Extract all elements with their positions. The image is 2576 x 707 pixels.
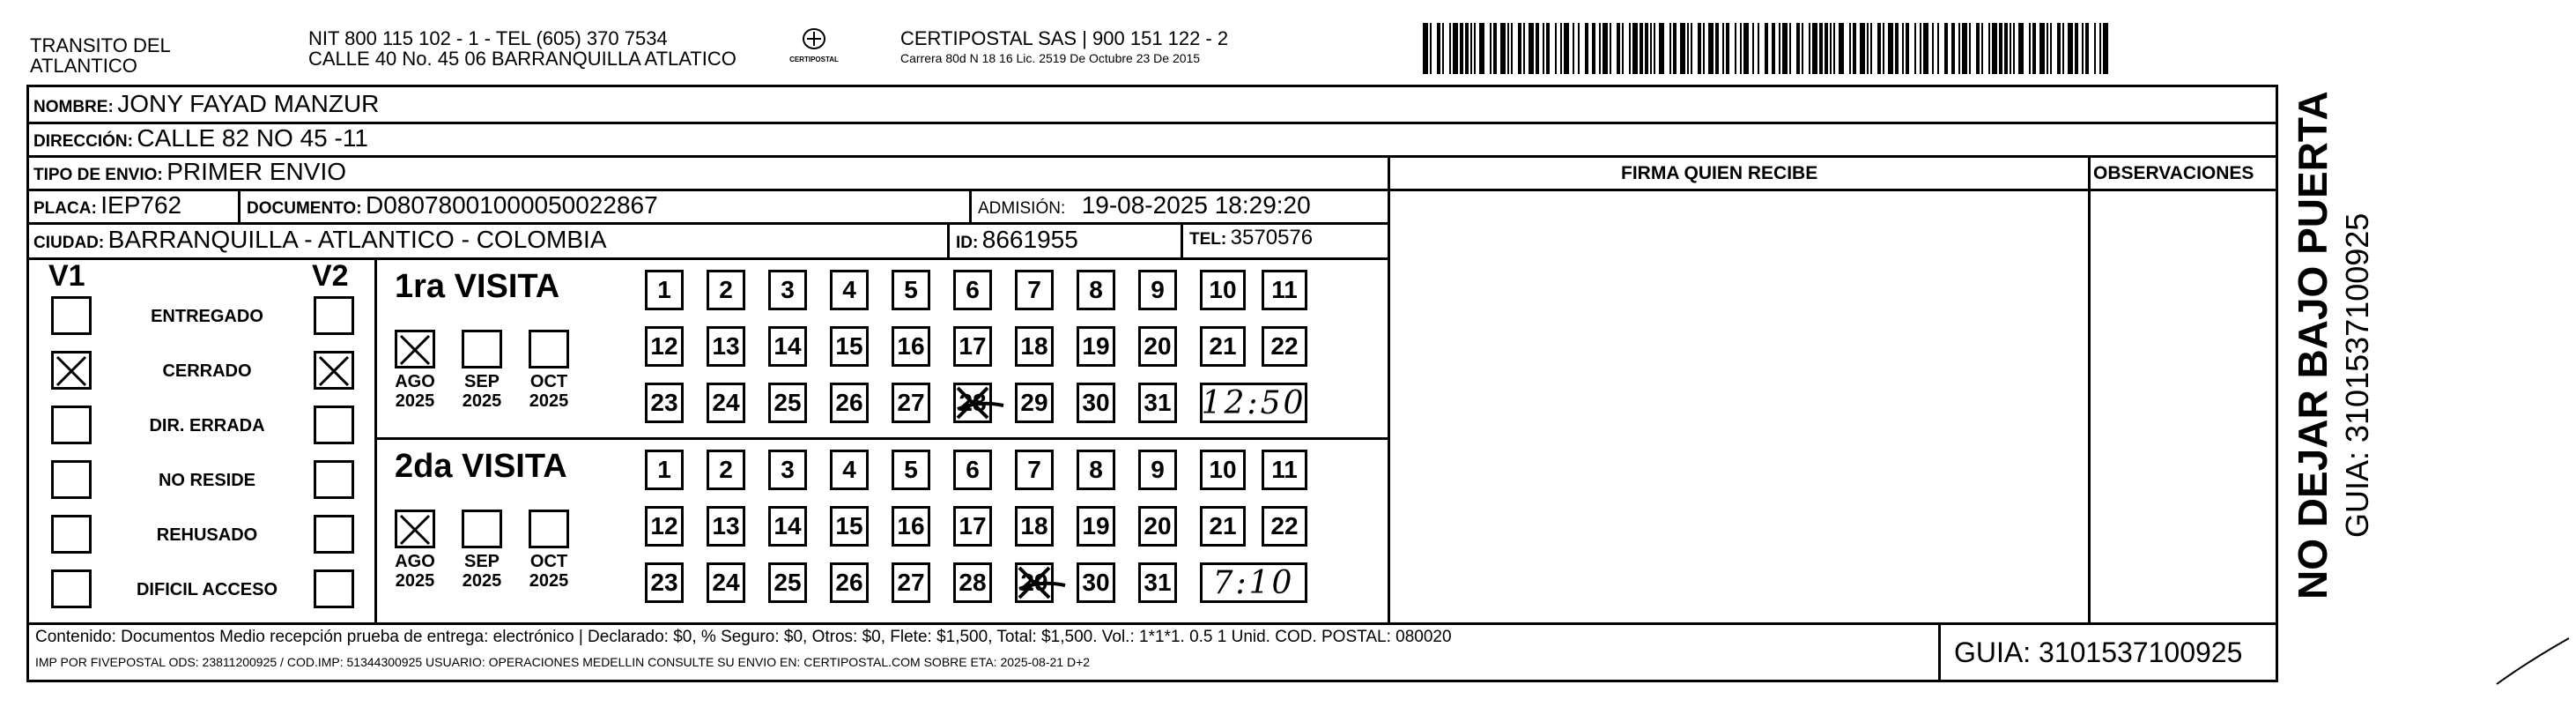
barcode-bar	[1465, 23, 1469, 74]
day-box[interactable]: 20	[1138, 326, 1177, 367]
barcode-bar	[1802, 23, 1803, 74]
day-box[interactable]: 2	[707, 450, 745, 490]
barcode-bar	[1474, 23, 1476, 74]
day-box[interactable]: 14	[768, 506, 807, 547]
barcode-bar	[1622, 23, 1624, 74]
day-box[interactable]: 8	[1077, 270, 1115, 310]
barcode-bar	[1687, 23, 1689, 74]
barcode-bar	[1629, 23, 1631, 74]
visit-title: 1ra VISITA	[395, 268, 560, 305]
nombre-label: NOMBRE:	[33, 98, 114, 116]
pen-stroke-mark	[2493, 635, 2572, 688]
barcode-bar	[1529, 23, 1534, 74]
direccion-label: DIRECCIÓN:	[33, 132, 133, 151]
barcode-bar	[1691, 23, 1692, 74]
day-box[interactable]: 5	[892, 270, 930, 310]
barcode-bar	[1703, 23, 1705, 74]
row-tipo-envio	[33, 158, 346, 186]
barcode-bar	[1680, 23, 1685, 74]
barcode-bar	[2039, 23, 2045, 74]
barcode-bar	[1617, 23, 1620, 74]
month-name: SEP	[463, 552, 500, 571]
day-box[interactable]: 30	[1077, 383, 1115, 423]
day-box[interactable]: 21	[1200, 326, 1246, 367]
day-box[interactable]: 31	[1138, 562, 1177, 603]
v2-checkbox[interactable]	[314, 406, 354, 444]
row-nombre	[33, 90, 379, 118]
tipo-value: PRIMER ENVIO	[167, 158, 347, 185]
day-box[interactable]: 7	[1015, 270, 1054, 310]
day-box[interactable]: 7	[1015, 450, 1054, 490]
v2-label: V2	[312, 259, 349, 293]
day-box[interactable]: 6	[953, 450, 992, 490]
barcode-bar	[2010, 23, 2011, 74]
barcode-bar	[2062, 23, 2064, 74]
barcode-bar	[2018, 23, 2024, 74]
barcode-bar	[1543, 23, 1544, 74]
barcode-bar	[1500, 23, 1506, 74]
issuer-line-1: TRANSITO DEL	[30, 34, 171, 56]
barcode-bar	[1442, 23, 1444, 74]
footer-guia: GUIA: 3101537100925	[1954, 636, 2243, 668]
barcode-bar	[1523, 23, 1525, 74]
ciudad-cell	[33, 226, 607, 254]
day-box[interactable]: 24	[707, 562, 745, 603]
v2-checkbox[interactable]	[314, 569, 354, 608]
courier-license: Carrera 80d N 18 16 Lic. 2519 De Octubre 23 De 2015	[900, 51, 1201, 65]
day-box[interactable]: 22	[1262, 506, 1307, 547]
barcode-bar	[1632, 23, 1638, 74]
courier-line: CERTIPOSTAL SAS | 900 151 122 - 2	[900, 27, 1229, 49]
barcode-bar	[1555, 23, 1557, 74]
month-label	[451, 372, 513, 411]
month-checkbox[interactable]	[462, 330, 502, 368]
day-box[interactable]: 10	[1200, 450, 1246, 490]
barcode-bar	[1654, 23, 1655, 74]
barcode-bar	[1490, 23, 1492, 74]
day-box[interactable]: 3	[768, 450, 807, 490]
barcode-bar	[1883, 23, 1884, 74]
barcode-bar	[1423, 23, 1428, 74]
barcode-bar	[1726, 23, 1729, 74]
month-label	[384, 372, 446, 411]
day-box[interactable]: 26	[830, 562, 869, 603]
day-box[interactable]: 5	[892, 450, 930, 490]
day-box[interactable]: 2	[707, 270, 745, 310]
month-checkbox[interactable]	[529, 510, 569, 548]
barcode-bar	[1585, 23, 1588, 74]
barcode-bar	[1449, 23, 1451, 74]
month-checkbox[interactable]	[395, 330, 435, 368]
barcode-bar	[2050, 23, 2052, 74]
month-year: 2025	[529, 391, 569, 411]
day-box[interactable]: 27	[892, 562, 930, 603]
day-box[interactable]: 1	[645, 270, 684, 310]
day-box[interactable]: 17	[953, 506, 992, 547]
barcode-bar	[1992, 23, 1997, 74]
day-box[interactable]: 15	[830, 506, 869, 547]
day-box[interactable]: 25	[768, 562, 807, 603]
barcode-bar	[1849, 23, 1851, 74]
admision-value: 19-08-2025 18:29:20	[1081, 191, 1311, 219]
certipostal-logo	[786, 26, 842, 72]
tel-cell	[1189, 226, 1313, 250]
day-box[interactable]: 28	[953, 383, 992, 423]
status-option-label: CERRADO	[162, 361, 252, 381]
barcode-bar	[1789, 23, 1791, 74]
day-box[interactable]: 13	[707, 326, 745, 367]
month-name: AGO	[395, 372, 435, 391]
barcode-bar	[1479, 23, 1484, 74]
barcode-bar	[1698, 23, 1701, 74]
status-option-label: DIR. ERRADA	[149, 416, 265, 435]
address-line: CALLE 40 No. 45 06 BARRANQUILLA ATLATICO	[308, 48, 737, 70]
barcode-bar	[1819, 23, 1823, 74]
barcode-bar	[1673, 23, 1677, 74]
barcode-bar	[1825, 23, 1828, 74]
side-guia: GUIA: 3101537100925	[2339, 212, 2375, 538]
barcode-bar	[1867, 23, 1869, 74]
barcode-bar	[2082, 23, 2084, 74]
barcode-bar	[1645, 23, 1648, 74]
day-box[interactable]: 1	[645, 450, 684, 490]
day-box[interactable]: 3	[768, 270, 807, 310]
status-option-label: NO RESIDE	[158, 471, 256, 490]
status-option-label: DIFICIL ACCESO	[136, 580, 278, 599]
barcode-bar	[1782, 23, 1788, 74]
barcode-bar	[1603, 23, 1608, 74]
nombre-value: JONY FAYAD MANZUR	[117, 90, 380, 117]
month-checkbox[interactable]	[529, 330, 569, 368]
month-name: AGO	[395, 552, 435, 571]
v1-checkbox[interactable]	[51, 406, 92, 444]
barcode-bar	[1470, 23, 1472, 74]
barcode-bar	[2068, 23, 2073, 74]
admision-label: ADMISIÓN:	[978, 199, 1066, 218]
day-box[interactable]: 11	[1262, 270, 1307, 310]
day-box[interactable]: 22	[1262, 326, 1307, 367]
placa-value: IEP762	[100, 191, 182, 219]
v2-checkbox[interactable]	[314, 460, 354, 499]
day-box[interactable]: 17	[953, 326, 992, 367]
id-label: ID:	[956, 234, 979, 252]
barcode-bar	[2103, 23, 2108, 74]
barcode-bar	[1981, 23, 1983, 74]
month-label	[518, 552, 580, 591]
day-box[interactable]: 19	[1077, 326, 1115, 367]
day-box[interactable]: 23	[645, 383, 684, 423]
barcode-bar	[1839, 23, 1844, 74]
barcode-bar	[1923, 23, 1928, 74]
barcode-bar	[2057, 23, 2061, 74]
barcode-bar	[1518, 23, 1521, 74]
barcode-bar	[1902, 23, 1904, 74]
firma-header: FIRMA QUIEN RECIBE	[1621, 163, 1818, 183]
v2-checkbox[interactable]	[314, 296, 354, 335]
barcode-bar	[1758, 23, 1759, 74]
month-name: OCT	[529, 552, 568, 571]
day-box[interactable]: 4	[830, 450, 869, 490]
barcode-bar	[1560, 23, 1562, 74]
barcode-bar	[1453, 23, 1458, 74]
barcode-bar	[1914, 23, 1916, 74]
direccion-value: CALLE 82 NO 45 -11	[137, 124, 368, 152]
barcode-bar	[1659, 23, 1664, 74]
day-box[interactable]: 9	[1138, 270, 1177, 310]
tel-label: TEL:	[1189, 230, 1227, 249]
day-box[interactable]: 29	[1015, 562, 1054, 603]
status-option-label: ENTREGADO	[151, 307, 263, 326]
day-box[interactable]: 19	[1077, 506, 1115, 547]
barcode-bar	[1779, 23, 1780, 74]
barcode-bar	[1735, 23, 1736, 74]
barcode-bar	[1833, 23, 1835, 74]
barcode-bar	[1830, 23, 1832, 74]
barcode-bar	[1888, 23, 1893, 74]
barcode-bar	[1958, 23, 1960, 74]
side-warning: NO DEJAR BAJO PUERTA	[2290, 91, 2335, 599]
v1-label: V1	[48, 259, 85, 293]
barcode-bar	[1860, 23, 1865, 74]
v2-checkbox[interactable]	[314, 351, 354, 390]
day-box[interactable]: 9	[1138, 450, 1177, 490]
day-box[interactable]: 8	[1077, 450, 1115, 490]
day-box[interactable]: 24	[707, 383, 745, 423]
day-box[interactable]: 23	[645, 562, 684, 603]
barcode-bar	[1460, 23, 1463, 74]
v1-checkbox[interactable]	[51, 569, 92, 608]
barcode-bar	[1999, 23, 2002, 74]
barcode-bar	[2013, 23, 2015, 74]
day-box[interactable]: 13	[707, 506, 745, 547]
row-direccion	[33, 124, 368, 153]
footer-contenido: Contenido: Documentos Medio recepción prueba de entrega: electrónico | Declarado: $0, % Seguro: $0, Otros: $0, Flete: $1,500, Total: $1,500. Vol.: 1*1*1. 0.5 1 Unid. COD. POSTAL: 080020	[35, 628, 1452, 646]
barcode-bar	[1944, 23, 1948, 74]
visit-title: 2da VISITA	[395, 448, 567, 485]
documento-label: DOCUMENTO:	[247, 199, 362, 218]
v1-checkbox[interactable]	[51, 515, 92, 554]
v1-checkbox[interactable]	[51, 351, 92, 390]
month-checkbox[interactable]	[462, 510, 502, 548]
barcode-bar	[1809, 23, 1810, 74]
barcode-bar	[1708, 23, 1714, 74]
ciudad-value: BARRANQUILLA - ATLANTICO - COLOMBIA	[107, 226, 607, 253]
barcode-bar	[1573, 23, 1574, 74]
barcode-bar	[1906, 23, 1909, 74]
day-box[interactable]: 31	[1138, 383, 1177, 423]
logo-mark-icon	[796, 26, 832, 51]
day-box[interactable]: 18	[1015, 506, 1054, 547]
id-value: 8661955	[981, 226, 1078, 253]
admision-cell	[978, 191, 1311, 220]
day-box[interactable]: 27	[892, 383, 930, 423]
barcode-bar	[1599, 23, 1601, 74]
v1-checkbox[interactable]	[51, 296, 92, 335]
day-box[interactable]: 29	[1015, 383, 1054, 423]
barcode-bar	[2047, 23, 2048, 74]
day-box[interactable]: 18	[1015, 326, 1054, 367]
barcode-bar	[1870, 23, 1872, 74]
courier-info	[900, 28, 1228, 66]
barcode-bar	[1765, 23, 1768, 74]
barcode-bar	[1962, 23, 1967, 74]
month-label	[451, 552, 513, 591]
barcode-bar	[1796, 23, 1800, 74]
barcode-bar	[1853, 23, 1856, 74]
day-box[interactable]: 28	[953, 562, 992, 603]
barcode-bar	[1895, 23, 1899, 74]
footer-imp: IMP POR FIVEPOSTAL ODS: 23811200925 / COD.IMP: 51344300925 USUARIO: OPERACIONES MEDELLIN CONSULTE SU ENVIO EN: CERTIPOSTAL.COM SOBRE ETA: 2025-08-21 D+2	[35, 655, 1091, 669]
month-checkbox[interactable]	[395, 510, 435, 548]
barcode-bar	[1493, 23, 1497, 74]
month-year: 2025	[462, 391, 502, 411]
id-cell	[956, 226, 1078, 254]
barcode-bar	[1578, 23, 1580, 74]
barcode-bar	[1669, 23, 1671, 74]
month-name: SEP	[463, 372, 500, 391]
barcode-bar	[2075, 23, 2078, 74]
month-year: 2025	[395, 391, 435, 411]
barcode-bar	[1877, 23, 1881, 74]
barcode-bar	[1640, 23, 1643, 74]
logo-text: CERTIPOSTAL	[789, 56, 839, 63]
handwritten-time: 7:10	[1200, 562, 1307, 603]
barcode-bar	[1937, 23, 1939, 74]
barcode-bar	[1988, 23, 1990, 74]
day-box[interactable]: 21	[1200, 506, 1246, 547]
placa-cell	[33, 191, 181, 220]
day-box[interactable]: 15	[830, 326, 869, 367]
issuer-contact	[308, 28, 737, 69]
issuer-name	[30, 35, 171, 76]
observaciones-header: OBSERVACIONES	[2093, 163, 2254, 183]
day-box[interactable]: 25	[768, 383, 807, 423]
barcode-bar	[1430, 23, 1432, 74]
barcode-bar	[1743, 23, 1749, 74]
placa-label: PLACA:	[33, 199, 97, 218]
day-box[interactable]: 6	[953, 270, 992, 310]
barcode-bar	[1650, 23, 1652, 74]
barcode-bar	[1536, 23, 1539, 74]
month-label	[384, 552, 446, 591]
barcode-bar	[1752, 23, 1754, 74]
documento-value: D08078001000050022867	[366, 191, 658, 219]
barcode-bar	[1969, 23, 1971, 74]
barcode-bar	[1812, 23, 1817, 74]
barcode-bar	[1932, 23, 1934, 74]
issuer-line-2: ATLANTICO	[30, 55, 137, 77]
barcode-bar	[1740, 23, 1742, 74]
barcode-bar	[1546, 23, 1550, 74]
barcode-bar	[1920, 23, 1921, 74]
barcode-bar	[1976, 23, 1980, 74]
v2-checkbox[interactable]	[314, 515, 354, 554]
barcode-bar	[2032, 23, 2036, 74]
day-box[interactable]: 26	[830, 383, 869, 423]
barcode-bar	[1772, 23, 1775, 74]
v1-checkbox[interactable]	[51, 460, 92, 499]
barcode-bar	[1951, 23, 1955, 74]
day-box[interactable]: 30	[1077, 562, 1115, 603]
month-name: OCT	[529, 372, 568, 391]
tel-value: 3570576	[1230, 226, 1314, 249]
barcode-bar	[1437, 23, 1440, 74]
tipo-label: TIPO DE ENVIO:	[33, 166, 163, 184]
day-box[interactable]: 14	[768, 326, 807, 367]
day-box[interactable]: 12	[645, 506, 684, 547]
documento-cell	[247, 191, 658, 220]
day-box[interactable]: 4	[830, 270, 869, 310]
barcode-bar	[1722, 23, 1724, 74]
day-box[interactable]: 20	[1138, 506, 1177, 547]
barcode-bar	[1564, 23, 1569, 74]
handwritten-time: 12:50	[1200, 383, 1307, 423]
month-label	[518, 372, 580, 411]
barcode-bar	[2094, 23, 2096, 74]
barcode-bar	[2085, 23, 2089, 74]
status-option-label: REHUSADO	[156, 525, 258, 545]
month-year: 2025	[462, 571, 502, 591]
barcode-bar	[2099, 23, 2101, 74]
day-box[interactable]: 12	[645, 326, 684, 367]
barcode-bar	[1592, 23, 1595, 74]
nit-line: NIT 800 115 102 - 1 - TEL (605) 370 7534	[308, 27, 668, 49]
ciudad-label: CIUDAD:	[33, 234, 105, 252]
month-year: 2025	[395, 571, 435, 591]
day-box[interactable]: 11	[1262, 450, 1307, 490]
barcode-bar	[1610, 23, 1611, 74]
barcode	[1423, 23, 2110, 74]
barcode-bar	[2029, 23, 2031, 74]
day-box[interactable]: 16	[892, 326, 930, 367]
barcode-bar	[1715, 23, 1719, 74]
barcode-bar	[1511, 23, 1513, 74]
day-box[interactable]: 16	[892, 506, 930, 547]
barcode-bar	[2004, 23, 2008, 74]
barcode-bar	[1507, 23, 1509, 74]
day-box[interactable]: 10	[1200, 270, 1246, 310]
month-year: 2025	[529, 571, 569, 591]
